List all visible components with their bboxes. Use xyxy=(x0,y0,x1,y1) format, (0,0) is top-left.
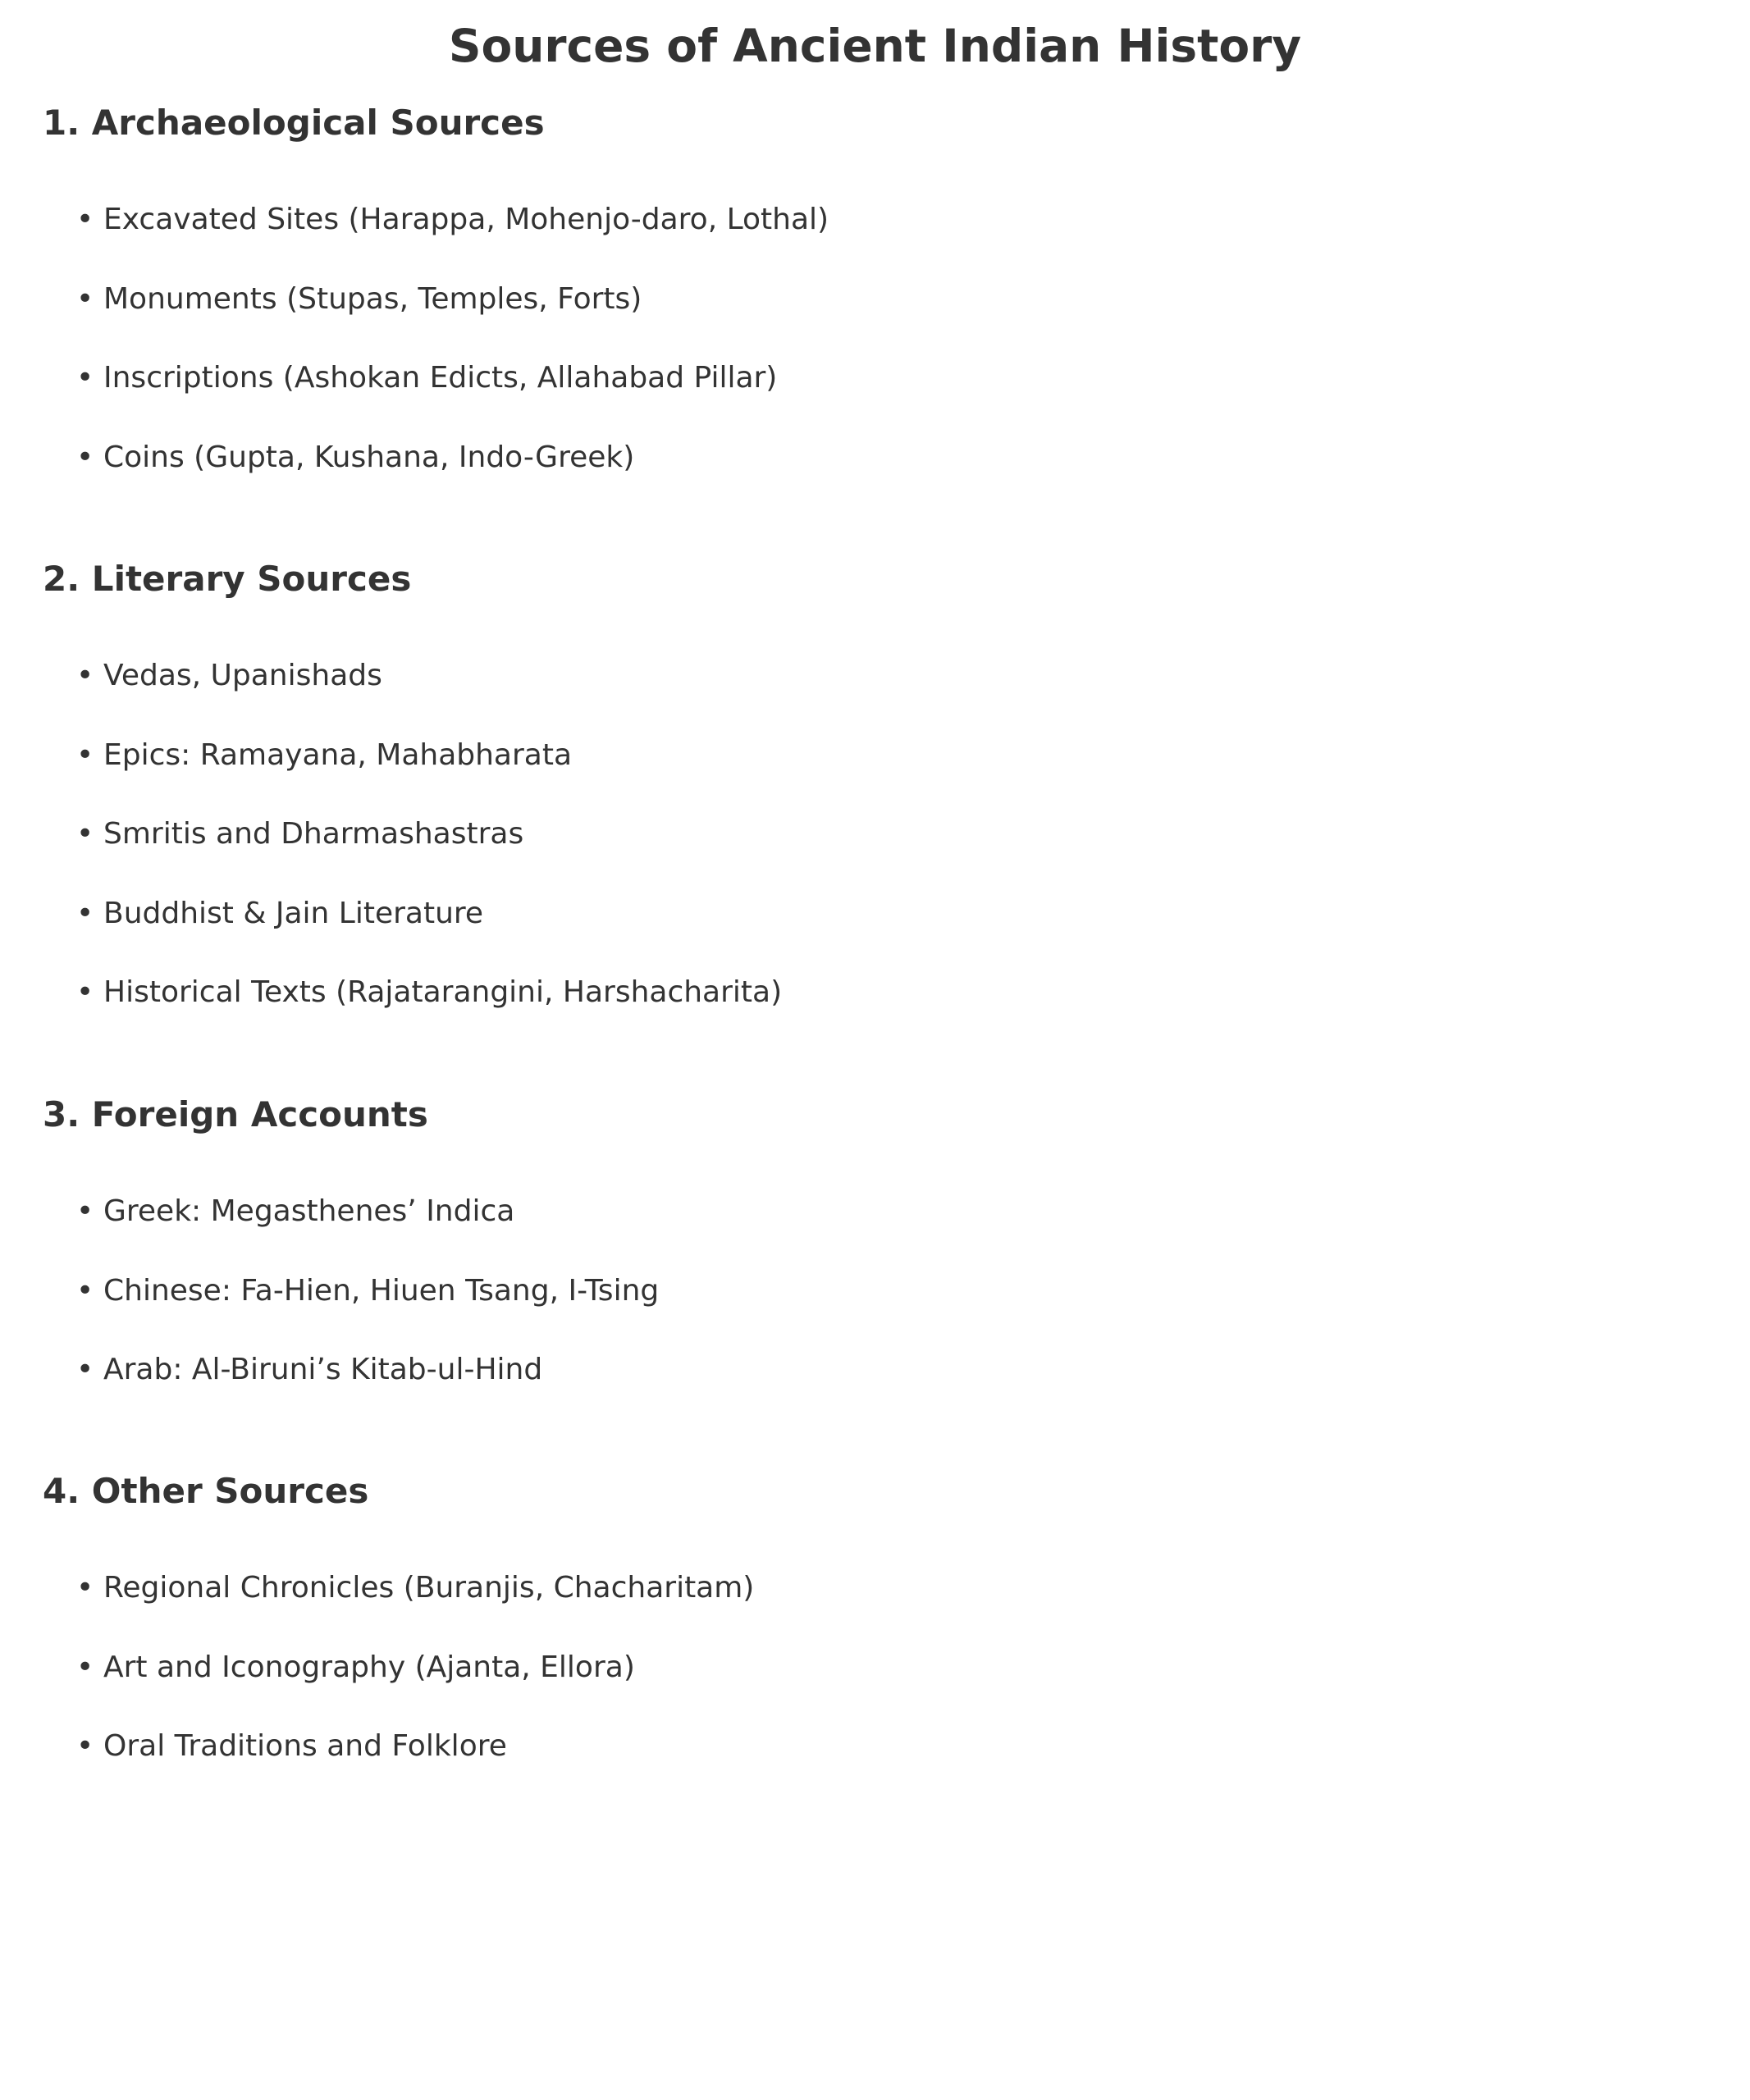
bullet: • xyxy=(76,281,94,316)
section-heading: 3. Foreign Accounts xyxy=(43,1094,428,1134)
list-item-text: Excavated Sites (Harappa, Mohenjo-daro, Lothal) xyxy=(103,203,829,236)
bullet: • xyxy=(76,817,94,851)
bullet: • xyxy=(76,361,94,395)
page-title: Sources of Ancient Indian History xyxy=(448,20,1302,72)
list-item-text: Chinese: Fa-Hien, Hiuen Tsang, I-Tsing xyxy=(103,1273,660,1308)
list-item-text: Vedas, Upanishads xyxy=(103,659,382,692)
list-item-text: Coins (Gupta, Kushana, Indo-Greek) xyxy=(103,440,635,474)
list-item-text: Art and Iconography (Ajanta, Ellora) xyxy=(103,1650,635,1684)
bullet: • xyxy=(76,737,94,772)
bullet: • xyxy=(76,1194,94,1228)
list-item-text: Inscriptions (Ashokan Edicts, Allahabad Pillar) xyxy=(103,361,778,395)
list-item-text: Arab: Al-Biruni’s Kitab-ul-Hind xyxy=(103,1353,543,1386)
section-heading: 1. Archaeological Sources xyxy=(43,103,545,143)
list-item-text: Buddhist & Jain Literature xyxy=(103,896,484,930)
bullet: • xyxy=(76,1650,94,1684)
bullet: • xyxy=(76,1353,94,1386)
bullet: • xyxy=(76,896,94,930)
list-item-text: Oral Traditions and Folklore xyxy=(103,1729,507,1763)
list-item-text: Epics: Ramayana, Mahabharata xyxy=(103,737,573,772)
bullet: • xyxy=(76,203,94,236)
section-heading: 2. Literary Sources xyxy=(43,559,412,599)
bullet: • xyxy=(76,659,94,692)
list-item-text: Historical Texts (Rajatarangini, Harshacharita) xyxy=(103,975,783,1009)
bullet: • xyxy=(76,440,94,474)
bullet: • xyxy=(76,1729,94,1763)
list-item-text: Greek: Megasthenes’ Indica xyxy=(103,1194,515,1228)
bullet: • xyxy=(76,975,94,1009)
list-item-text: Regional Chronicles (Buranjis, Chacharitam) xyxy=(103,1571,755,1605)
list-item-text: Monuments (Stupas, Temples, Forts) xyxy=(103,281,642,316)
bullet: • xyxy=(76,1273,94,1308)
bullet: • xyxy=(76,1571,94,1605)
list-item-text: Smritis and Dharmashastras xyxy=(103,817,524,851)
section-heading: 4. Other Sources xyxy=(43,1471,369,1511)
